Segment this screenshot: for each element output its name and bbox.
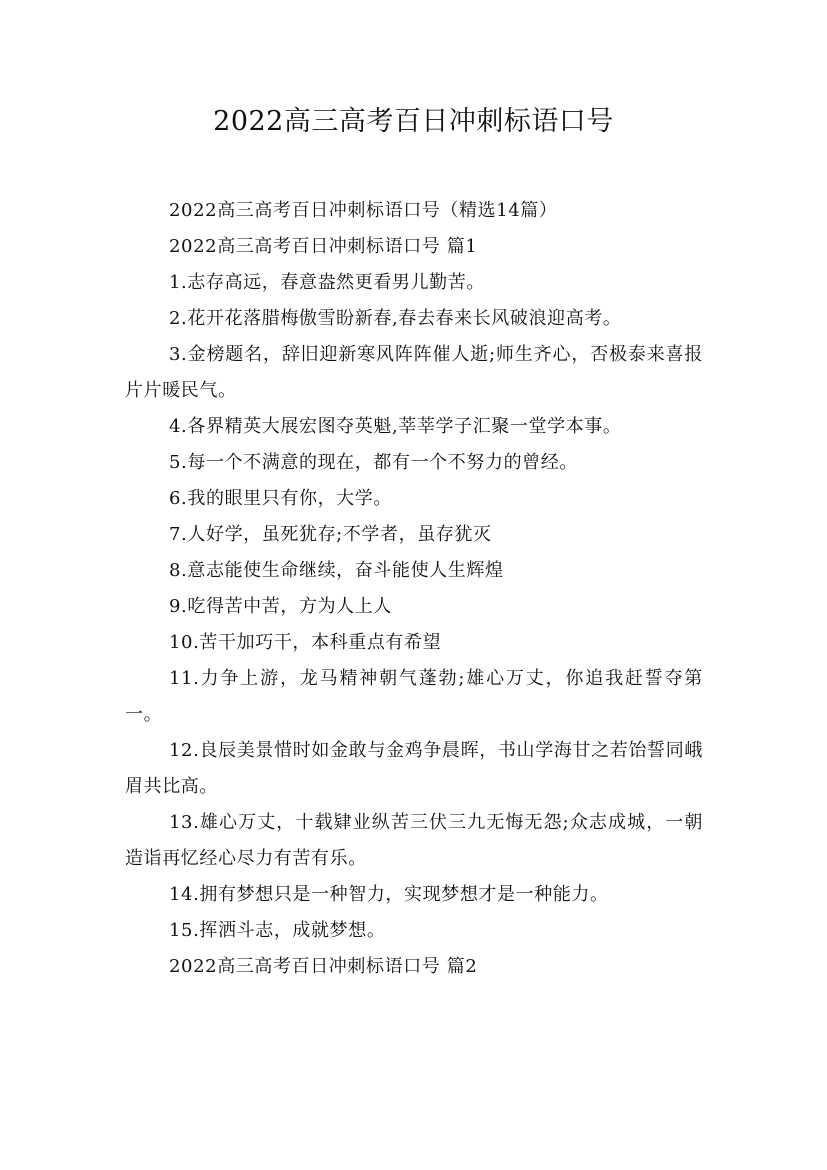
section-heading: 2022高三高考百日冲刺标语口号 篇1 [169,236,478,257]
slogan-item: 10.苦干加巧干，本科重点有希望 [169,632,442,653]
slogan-item: 14.拥有梦想只是一种智力，实现梦想才是一种能力。 [169,884,609,905]
document-body [125,193,703,985]
slogan-item: 8.意志能使生命继续，奋斗能使人生辉煌 [169,560,504,581]
intro-line: 2022高三高考百日冲刺标语口号（精选14篇） [169,200,558,221]
slogan-item: 12.良辰美景惜时如金敢与金鸡争晨晖，书山学海甘之若饴誓同峨眉共比高。 [125,740,703,797]
document-title: 2022高三高考百日冲刺标语口号 [213,106,614,137]
slogan-item: 7.人好学，虽死犹存;不学者，虽存犹灭 [169,524,492,545]
slogan-item: 11.力争上游，龙马精神朝气蓬勃;雄心万丈，你追我赶誓夺第一。 [125,668,703,725]
slogan-item: 13.雄心万丈，十载肄业纵苦三伏三九无悔无怨;众志成城，一朝造诣再忆经心尽力有苦有乐。 [125,812,703,869]
slogan-item: 3.金榜题名，辞旧迎新寒风阵阵催人逝;师生齐心，否极泰来喜报片片暖民气。 [125,344,703,401]
slogan-item: 1.志存高远，春意盎然更看男儿勤苦。 [169,272,485,293]
slogan-item: 9.吃得苦中苦，方为人上人 [169,596,392,617]
slogan-item: 15.挥洒斗志，成就梦想。 [169,920,386,941]
slogan-item: 2.花开花落腊梅傲雪盼新春,春去春来长风破浪迎高考。 [169,308,622,329]
slogan-item: 6.我的眼里只有你，大学。 [169,488,392,509]
slogan-item: 4.各界精英大展宏图夺英魁,莘莘学子汇聚一堂学本事。 [169,416,622,437]
section-heading: 2022高三高考百日冲刺标语口号 篇2 [169,956,478,977]
slogan-item: 5.每一个不满意的现在，都有一个不努力的曾经。 [169,452,578,473]
